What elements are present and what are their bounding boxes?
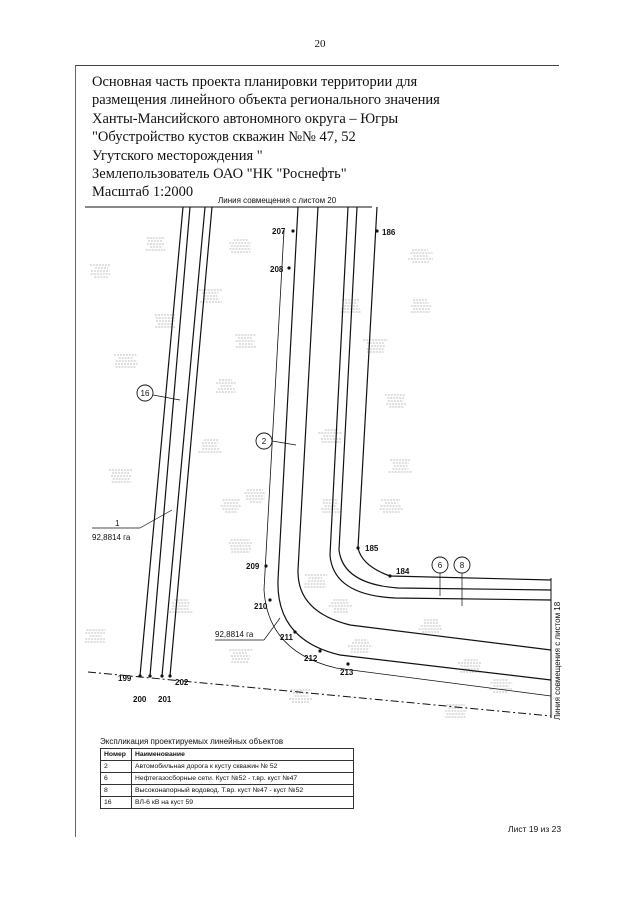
title-line: Землепользователь ОАО "НК "Роснефть"	[92, 166, 347, 183]
point-label: 209	[246, 562, 260, 571]
legend-row	[101, 797, 354, 809]
legend-cell: 2	[101, 761, 132, 773]
point-label: 199	[118, 674, 132, 683]
point-label: 212	[304, 654, 318, 663]
boundary-line-bottom	[88, 672, 551, 716]
title-line: Угутского месторождения "	[92, 147, 263, 164]
pipeline-mid	[339, 207, 551, 590]
legend-cell: Автомобильная дорога к кусту скважин № 52	[132, 761, 354, 773]
point-label: 208	[270, 265, 284, 274]
point-label: 202	[175, 678, 189, 687]
parcel-number: 1	[115, 519, 120, 528]
scale-label: Масштаб 1:2000	[92, 184, 194, 201]
legend-table	[100, 748, 354, 809]
title-line: размещения линейного объекта регионального значения	[92, 92, 440, 109]
pipeline-inner	[358, 207, 551, 580]
legend-cell: Высоконапорный водовод. Т.вр. куст №47 - куст №52	[132, 785, 354, 797]
legend-header: Наименование	[132, 749, 354, 761]
point-label: 184	[396, 567, 410, 576]
legend-header-row	[101, 749, 354, 761]
title-line: "Обустройство кустов скважин №№ 47, 52	[92, 129, 356, 146]
sheet-number: Лист 19 из 23	[508, 824, 562, 834]
legend-cell: Нефтегазосборные сети. Куст №52 - т.вр. куст №47	[132, 773, 354, 785]
legend-cell: 16	[101, 797, 132, 809]
point-label: 186	[382, 228, 396, 237]
parcel-area-label: 92,8814 га	[92, 533, 131, 542]
svg-text:16: 16	[140, 389, 150, 398]
point-label: 210	[254, 602, 268, 611]
point-label: 207	[272, 227, 286, 236]
road-2-outer	[278, 207, 551, 680]
match-line-top-label: Линия совмещения с листом 20	[218, 196, 337, 205]
point-label: 211	[280, 633, 293, 642]
point-label: 213	[340, 668, 354, 677]
svg-text:6: 6	[437, 561, 443, 570]
svg-text:8: 8	[459, 561, 465, 570]
point-label: 185	[365, 544, 379, 553]
page-number: 20	[314, 38, 326, 50]
legend-header: Номер	[101, 749, 132, 761]
vegetation-hatching	[85, 238, 513, 717]
parcel-area-label: 92,8814 га	[215, 630, 254, 639]
legend-cell: 6	[101, 773, 132, 785]
svg-text:2: 2	[261, 437, 267, 446]
marker-6	[432, 557, 448, 573]
legend-row	[101, 761, 354, 773]
pipeline-outer	[330, 207, 551, 600]
point-label: 201	[158, 695, 172, 704]
legend-cell: ВЛ-6 кВ на куст 59	[132, 797, 354, 809]
legend-title: Экспликация проектируемых линейных объектов	[100, 737, 284, 746]
match-line-right-label: Линия совмещения с листом 18	[553, 601, 562, 720]
marker-2	[256, 433, 272, 449]
legend-row	[101, 773, 354, 785]
title-line: Ханты-Мансийского автономного округа – Югры	[92, 110, 399, 127]
point-label: 200	[133, 695, 147, 704]
legend-cell: 8	[101, 785, 132, 797]
legend-row	[101, 785, 354, 797]
marker-8	[454, 557, 470, 573]
title-line: Основная часть проекта планировки территории для	[92, 74, 418, 90]
road-2-inner	[298, 207, 551, 650]
marker-16	[137, 385, 153, 401]
